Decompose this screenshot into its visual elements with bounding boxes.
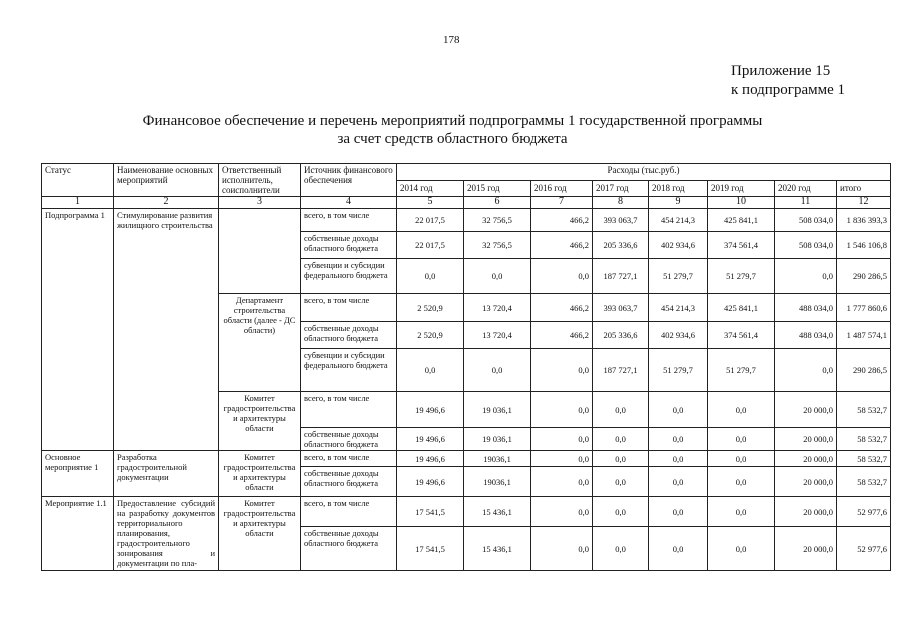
funding-source-cell: всего, в том числе bbox=[301, 294, 397, 322]
title-line-2: за счет средств областного бюджета bbox=[337, 131, 568, 147]
funding-source-cell: всего, в том числе bbox=[301, 451, 397, 467]
responsible-cell: Департамент строительства области (далее - ДС области) bbox=[219, 294, 301, 392]
column-index: 10 bbox=[708, 197, 775, 209]
amount-cell: 454 214,3 bbox=[649, 294, 708, 322]
amount-cell: 393 063,7 bbox=[593, 209, 649, 232]
column-index: 3 bbox=[219, 197, 301, 209]
amount-cell: 0,0 bbox=[593, 451, 649, 467]
amount-cell: 0,0 bbox=[531, 428, 593, 451]
column-index: 11 bbox=[775, 197, 837, 209]
amount-cell: 20 000,0 bbox=[775, 392, 837, 428]
header-year: 2016 год bbox=[531, 180, 593, 197]
amount-cell: 508 034,0 bbox=[775, 232, 837, 259]
header-responsible: Ответственный исполнитель, соисполнители bbox=[219, 164, 301, 197]
amount-cell: 0,0 bbox=[708, 451, 775, 467]
document-title bbox=[0, 112, 905, 148]
header-name: Наименование основных мероприятий bbox=[114, 164, 219, 197]
appendix-line-2: к подпрограмме 1 bbox=[731, 82, 845, 98]
amount-cell: 0,0 bbox=[593, 467, 649, 497]
amount-cell: 425 841,1 bbox=[708, 209, 775, 232]
header-source: Источник финансового обеспечения bbox=[301, 164, 397, 197]
amount-cell: 0,0 bbox=[593, 497, 649, 527]
amount-cell: 20 000,0 bbox=[775, 451, 837, 467]
amount-cell: 19 036,1 bbox=[464, 428, 531, 451]
amount-cell: 22 017,5 bbox=[397, 209, 464, 232]
amount-cell: 0,0 bbox=[464, 259, 531, 294]
amount-cell: 20 000,0 bbox=[775, 527, 837, 571]
header-year: 2019 год bbox=[708, 180, 775, 197]
amount-cell: 0,0 bbox=[464, 349, 531, 392]
column-index: 8 bbox=[593, 197, 649, 209]
column-index: 1 bbox=[42, 197, 114, 209]
amount-cell: 15 436,1 bbox=[464, 497, 531, 527]
amount-cell: 52 977,6 bbox=[837, 527, 891, 571]
amount-cell: 393 063,7 bbox=[593, 294, 649, 322]
amount-cell: 19 496,6 bbox=[397, 428, 464, 451]
amount-cell: 0,0 bbox=[649, 428, 708, 451]
amount-cell: 22 017,5 bbox=[397, 232, 464, 259]
funding-source-cell: всего, в том числе bbox=[301, 209, 397, 232]
amount-cell: 0,0 bbox=[531, 259, 593, 294]
amount-cell: 1 836 393,3 bbox=[837, 209, 891, 232]
amount-cell: 0,0 bbox=[593, 428, 649, 451]
amount-cell: 488 034,0 bbox=[775, 294, 837, 322]
amount-cell: 425 841,1 bbox=[708, 294, 775, 322]
amount-cell: 20 000,0 bbox=[775, 497, 837, 527]
amount-cell: 20 000,0 bbox=[775, 467, 837, 497]
amount-cell: 454 214,3 bbox=[649, 209, 708, 232]
amount-cell: 19036,1 bbox=[464, 451, 531, 467]
responsible-cell: Комитет градостроительства и архитектуры области bbox=[219, 451, 301, 497]
amount-cell: 58 532,7 bbox=[837, 467, 891, 497]
funding-source-cell: всего, в том числе bbox=[301, 497, 397, 527]
amount-cell: 52 977,6 bbox=[837, 497, 891, 527]
header-year: 2020 год bbox=[775, 180, 837, 197]
amount-cell: 0,0 bbox=[397, 349, 464, 392]
amount-cell: 32 756,5 bbox=[464, 232, 531, 259]
amount-cell: 466,2 bbox=[531, 209, 593, 232]
activity-name-cell: Разработка градостроительной документации bbox=[114, 451, 219, 497]
activity-name-cell: Предоставление субсидий на разработку документов территориального планирования, градостроительного зонирования и документации по пла- bbox=[114, 497, 219, 571]
column-index: 9 bbox=[649, 197, 708, 209]
status-cell: Подпрограмма 1 bbox=[42, 209, 114, 451]
amount-cell: 13 720,4 bbox=[464, 294, 531, 322]
amount-cell: 51 279,7 bbox=[649, 259, 708, 294]
column-index: 6 bbox=[464, 197, 531, 209]
amount-cell: 0,0 bbox=[649, 497, 708, 527]
column-index: 12 bbox=[837, 197, 891, 209]
table-row bbox=[42, 451, 891, 467]
amount-cell: 0,0 bbox=[708, 527, 775, 571]
amount-cell: 17 541,5 bbox=[397, 527, 464, 571]
amount-cell: 402 934,6 bbox=[649, 232, 708, 259]
column-index-row bbox=[42, 197, 891, 209]
column-index: 7 bbox=[531, 197, 593, 209]
amount-cell: 0,0 bbox=[531, 467, 593, 497]
amount-cell: 1 546 106,8 bbox=[837, 232, 891, 259]
responsible-cell: Комитет градостроительства и архитектуры области bbox=[219, 497, 301, 571]
amount-cell: 374 561,4 bbox=[708, 232, 775, 259]
amount-cell: 466,2 bbox=[531, 322, 593, 349]
appendix-line-1: Приложение 15 bbox=[731, 63, 831, 79]
status-cell: Основное мероприятие 1 bbox=[42, 451, 114, 497]
amount-cell: 19036,1 bbox=[464, 467, 531, 497]
header-year: 2014 год bbox=[397, 180, 464, 197]
funding-source-cell: собственные доходы областного бюджета bbox=[301, 232, 397, 259]
responsible-cell: Комитет градостроительства и архитектуры области bbox=[219, 392, 301, 451]
table-row bbox=[42, 209, 891, 232]
amount-cell: 205 336,6 bbox=[593, 232, 649, 259]
header-row bbox=[42, 164, 891, 181]
amount-cell: 19 496,6 bbox=[397, 467, 464, 497]
amount-cell: 13 720,4 bbox=[464, 322, 531, 349]
amount-cell: 19 496,6 bbox=[397, 451, 464, 467]
appendix-note bbox=[731, 62, 845, 100]
amount-cell: 0,0 bbox=[775, 259, 837, 294]
amount-cell: 0,0 bbox=[649, 527, 708, 571]
amount-cell: 0,0 bbox=[649, 392, 708, 428]
header-status: Статус bbox=[42, 164, 114, 197]
amount-cell: 0,0 bbox=[531, 392, 593, 428]
table-row bbox=[42, 497, 891, 527]
amount-cell: 466,2 bbox=[531, 294, 593, 322]
amount-cell: 488 034,0 bbox=[775, 322, 837, 349]
amount-cell: 51 279,7 bbox=[649, 349, 708, 392]
amount-cell: 2 520,9 bbox=[397, 322, 464, 349]
funding-source-cell: субвенции и субсидии федерального бюджета bbox=[301, 349, 397, 392]
funding-source-cell: собственные доходы областного бюджета bbox=[301, 428, 397, 451]
amount-cell: 0,0 bbox=[649, 467, 708, 497]
title-line-1: Финансовое обеспечение и перечень мероприятий подпрограммы 1 государственной программы bbox=[142, 113, 763, 129]
amount-cell: 58 532,7 bbox=[837, 451, 891, 467]
amount-cell: 0,0 bbox=[531, 451, 593, 467]
amount-cell: 58 532,7 bbox=[837, 428, 891, 451]
amount-cell: 0,0 bbox=[775, 349, 837, 392]
activity-name-cell: Стимулирование развития жилищного строительства bbox=[114, 209, 219, 451]
amount-cell: 0,0 bbox=[531, 497, 593, 527]
amount-cell: 0,0 bbox=[531, 527, 593, 571]
amount-cell: 205 336,6 bbox=[593, 322, 649, 349]
amount-cell: 2 520,9 bbox=[397, 294, 464, 322]
amount-cell: 0,0 bbox=[708, 467, 775, 497]
amount-cell: 0,0 bbox=[593, 392, 649, 428]
responsible-cell bbox=[219, 209, 301, 294]
column-index: 4 bbox=[301, 197, 397, 209]
amount-cell: 1 777 860,6 bbox=[837, 294, 891, 322]
amount-cell: 51 279,7 bbox=[708, 349, 775, 392]
header-expenses: Расходы (тыс.руб.) bbox=[397, 164, 891, 181]
amount-cell: 58 532,7 bbox=[837, 392, 891, 428]
amount-cell: 0,0 bbox=[708, 392, 775, 428]
amount-cell: 508 034,0 bbox=[775, 209, 837, 232]
column-index: 5 bbox=[397, 197, 464, 209]
funding-source-cell: всего, в том числе bbox=[301, 392, 397, 428]
amount-cell: 290 286,5 bbox=[837, 259, 891, 294]
amount-cell: 15 436,1 bbox=[464, 527, 531, 571]
header-year: 2018 год bbox=[649, 180, 708, 197]
funding-source-cell: собственные доходы областного бюджета bbox=[301, 527, 397, 571]
header-year: 2015 год bbox=[464, 180, 531, 197]
amount-cell: 466,2 bbox=[531, 232, 593, 259]
amount-cell: 32 756,5 bbox=[464, 209, 531, 232]
header-year: итого bbox=[837, 180, 891, 197]
amount-cell: 402 934,6 bbox=[649, 322, 708, 349]
amount-cell: 20 000,0 bbox=[775, 428, 837, 451]
funding-source-cell: собственные доходы областного бюджета bbox=[301, 322, 397, 349]
status-cell: Мероприятие 1.1 bbox=[42, 497, 114, 571]
amount-cell: 0,0 bbox=[708, 497, 775, 527]
amount-cell: 0,0 bbox=[708, 428, 775, 451]
amount-cell: 0,0 bbox=[649, 451, 708, 467]
amount-cell: 0,0 bbox=[531, 349, 593, 392]
amount-cell: 0,0 bbox=[397, 259, 464, 294]
page-number: 178 bbox=[443, 34, 460, 46]
amount-cell: 187 727,1 bbox=[593, 349, 649, 392]
funding-source-cell: субвенции и субсидии федерального бюджета bbox=[301, 259, 397, 294]
column-index: 2 bbox=[114, 197, 219, 209]
amount-cell: 19 496,6 bbox=[397, 392, 464, 428]
amount-cell: 0,0 bbox=[593, 527, 649, 571]
amount-cell: 374 561,4 bbox=[708, 322, 775, 349]
amount-cell: 17 541,5 bbox=[397, 497, 464, 527]
header-year: 2017 год bbox=[593, 180, 649, 197]
funding-source-cell: собственные доходы областного бюджета bbox=[301, 467, 397, 497]
amount-cell: 187 727,1 bbox=[593, 259, 649, 294]
amount-cell: 51 279,7 bbox=[708, 259, 775, 294]
financing-table bbox=[41, 163, 891, 571]
amount-cell: 19 036,1 bbox=[464, 392, 531, 428]
amount-cell: 1 487 574,1 bbox=[837, 322, 891, 349]
amount-cell: 290 286,5 bbox=[837, 349, 891, 392]
